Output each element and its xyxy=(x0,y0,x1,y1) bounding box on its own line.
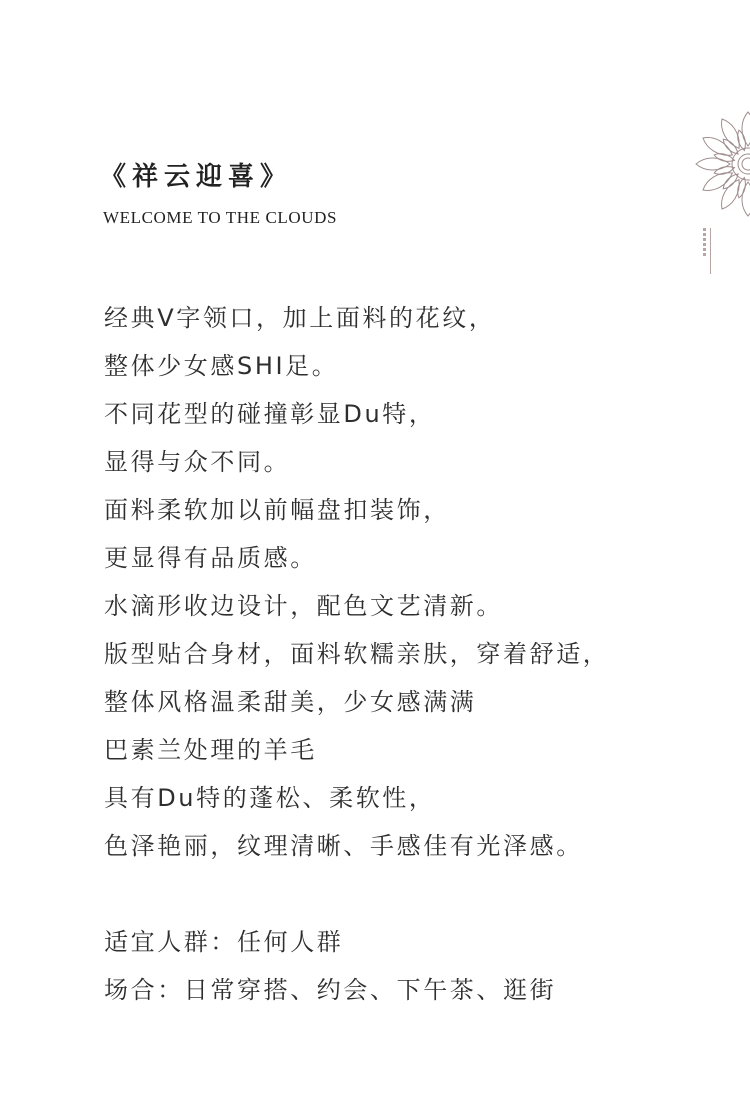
description-line: 显得与众不同。 xyxy=(104,448,291,476)
description-line: 版型贴合身材，面料软糯亲肤，穿着舒适， xyxy=(104,640,610,668)
mandala-flower-icon xyxy=(692,108,750,220)
description-line: 面料柔软加以前幅盘扣装饰， xyxy=(104,496,450,524)
page-title: 《祥云迎喜》 xyxy=(100,162,293,192)
description-line: 色泽艳丽，纹理清晰、手感佳有光泽感。 xyxy=(104,832,583,860)
page-subtitle: WELCOME TO THE CLOUDS xyxy=(103,208,338,227)
brand-logo xyxy=(700,226,716,278)
description-list xyxy=(104,300,609,876)
info-list xyxy=(104,924,556,1020)
description-line: 更显得有品质感。 xyxy=(104,544,317,572)
target-audience: 适宜人群：任何人群 xyxy=(104,928,344,956)
description-line: 不同花型的碰撞彰显Du特， xyxy=(104,400,436,428)
description-line: 整体少女感SHI足。 xyxy=(104,352,339,380)
occasions: 场合：日常穿搭、约会、下午茶、逛街 xyxy=(104,976,557,1004)
description-line: 整体风格温柔甜美，少女感满满 xyxy=(104,688,477,716)
description-line: 经典V字领口，加上面料的花纹， xyxy=(104,304,496,332)
description-line: 巴素兰处理的羊毛 xyxy=(104,736,317,764)
description-line: 具有Du特的蓬松、柔软性， xyxy=(104,784,436,812)
description-line: 水滴形收边设计，配色文艺清新。 xyxy=(104,592,503,620)
brand-mark-icon xyxy=(700,226,716,278)
